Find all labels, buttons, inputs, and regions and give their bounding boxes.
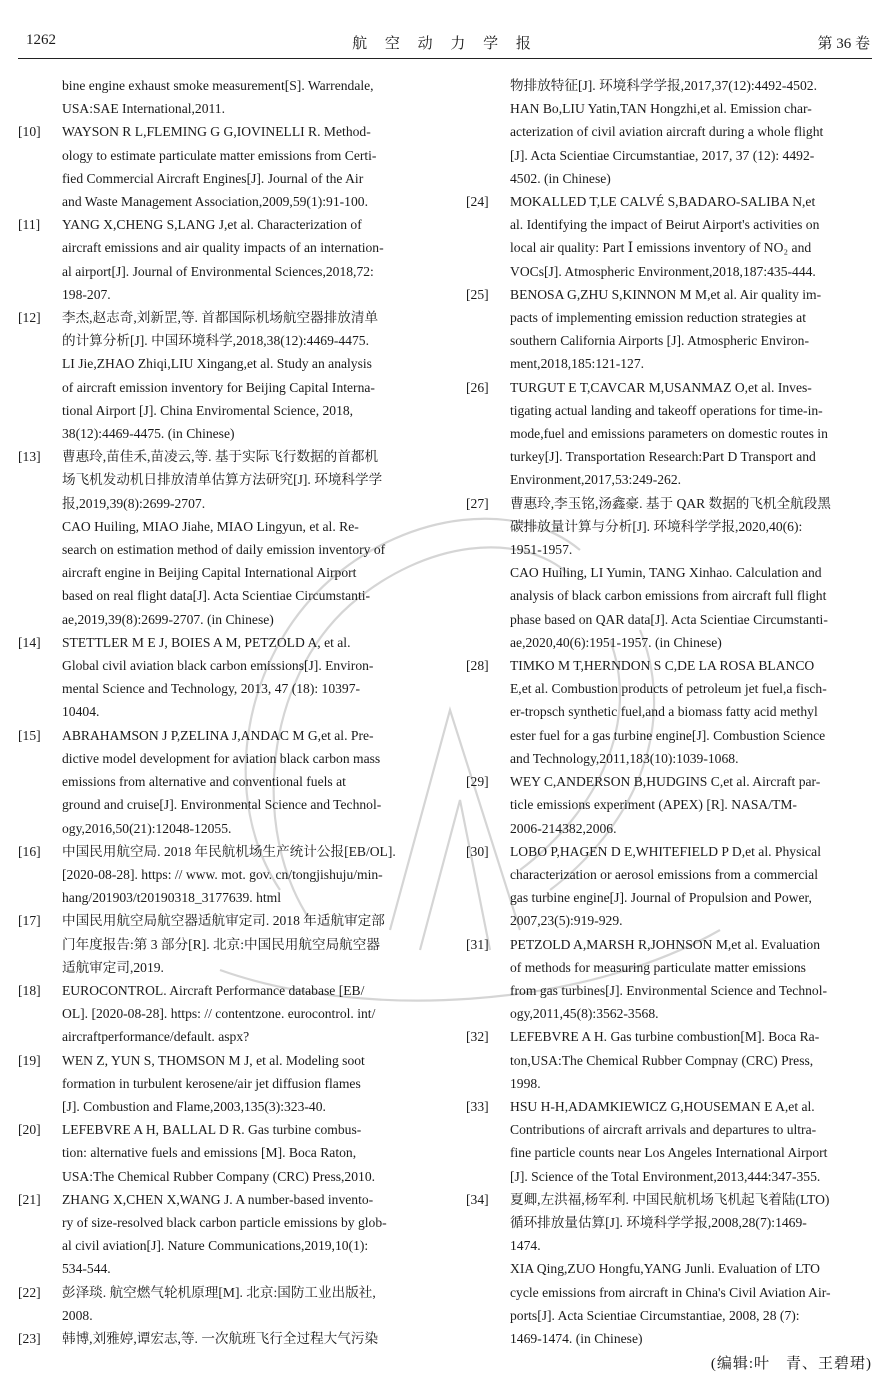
ref-line: 1474. — [510, 1238, 541, 1254]
ref-line: cycle emissions from aircraft in China's Civil Aviation Air- — [510, 1284, 831, 1300]
ref-line: al. Identifying the impact of Beirut Airport's activities on — [510, 217, 820, 233]
ref-line: HSU H-H,ADAMKIEWICZ G,HOUSEMAN E A,et al. — [510, 1098, 815, 1114]
reference-entry — [18, 120, 428, 213]
ref-line: mode,fuel and emissions parameters on domestic routes in — [510, 426, 828, 442]
ref-line: [J]. Science of the Total Environment,2013,444:347-355. — [510, 1168, 821, 1184]
reference-entry — [18, 306, 428, 445]
reference-entry — [466, 1188, 874, 1350]
reference-entry — [18, 213, 428, 306]
reference-number: [17] — [18, 913, 41, 929]
reference-number: [23] — [18, 1330, 41, 1346]
reference-entry — [466, 376, 874, 492]
reference-entry — [18, 631, 428, 724]
ref-line: CAO Huiling, MIAO Jiahe, MIAO Lingyun, et al. Re- — [62, 518, 359, 534]
ref-line: 碳排放量计算与分析[J]. 环境科学学报,2020,40(6): — [510, 518, 803, 534]
ref-line: local air quality: Part Ⅰ emissions inventory of NO₂ and — [510, 240, 812, 256]
ref-line: and Waste Management Association,2009,59(1):91-100. — [62, 194, 368, 210]
ref-line: 198-207. — [62, 286, 111, 302]
ref-line: PETZOLD A,MARSH R,JOHNSON M,et al. Evaluation — [510, 936, 821, 952]
ref-line: phase based on QAR data[J]. Acta Scientiae Circumstanti- — [510, 611, 828, 627]
ref-line: CAO Huiling, LI Yumin, TANG Xinhao. Calculation and — [510, 565, 822, 581]
ref-line: 1998. — [510, 1075, 541, 1091]
ref-line: ment,2018,185:121-127. — [510, 356, 645, 372]
reference-number: [30] — [466, 843, 489, 859]
ref-line: Global civil aviation black carbon emissions[J]. Environ- — [62, 658, 374, 674]
ref-line: 中国民用航空局. 2018 年民航机场生产统计公报[EB/OL]. — [62, 843, 396, 859]
ref-line: turkey[J]. Transportation Research:Part D Transport and — [510, 449, 816, 465]
reference-entry — [466, 283, 874, 376]
ref-line: LEFEBVRE A H. Gas turbine combustion[M]. Boca Ra- — [510, 1029, 820, 1045]
ref-line: HAN Bo,LIU Yatin,TAN Hongzhi,et al. Emission char- — [510, 101, 812, 117]
ref-line: STETTLER M E J, BOIES A M, PETZOLD A, et al. — [62, 634, 351, 650]
reference-number: [14] — [18, 634, 41, 650]
ref-line: 报,2019,39(8):2699-2707. — [62, 495, 206, 511]
ref-line: TURGUT E T,CAVCAR M,USANMAZ O,et al. Inves- — [510, 379, 812, 395]
reference-number: [20] — [18, 1122, 41, 1138]
ref-line: 曹惠玲,苗佳禾,苗凌云,等. 基于实际飞行数据的首都机 — [62, 449, 379, 465]
ref-line: analysis of black carbon emissions from aircraft full flight — [510, 588, 827, 604]
ref-line: 2006-214382,2006. — [510, 820, 617, 836]
reference-number: [28] — [466, 658, 489, 674]
ref-line: WEN Z, YUN S, THOMSON M J, et al. Modeling soot — [62, 1052, 365, 1068]
ref-line: bine engine exhaust smoke measurement[S]. Warrendale, — [62, 78, 374, 93]
ref-line: Contributions of aircraft arrivals and departures to ultra- — [510, 1122, 817, 1138]
reference-entry — [466, 933, 874, 1026]
reference-number: [13] — [18, 449, 41, 465]
reference-number: [29] — [466, 774, 489, 790]
ref-line: XIA Qing,ZUO Hongfu,YANG Junli. Evaluation of LTO — [510, 1261, 820, 1277]
ref-line: of methods for measuring particulate matter emissions — [510, 959, 806, 975]
ref-line: 夏卿,左洪福,杨军利. 中国民航机场飞机起飞着陆(LTO) — [510, 1191, 830, 1207]
ref-line: ology to estimate particulate matter emissions from Certi- — [62, 147, 377, 163]
ref-line: ground and cruise[J]. Environmental Science and Technol- — [62, 797, 382, 813]
ref-line: from gas turbines[J]. Environmental Science and Technol- — [510, 982, 828, 998]
ref-line: dictive model development for aviation black carbon mass — [62, 750, 381, 766]
reference-entry — [18, 1118, 428, 1188]
ref-line: 中国民用航空局航空器适航审定司. 2018 年适航审定部 — [62, 913, 385, 929]
ref-line: aircraft engine in Beijing Capital International Airport — [62, 565, 357, 581]
journal-title: 航 空 动 力 学 报 — [352, 36, 538, 52]
ref-line: aircraftperformance/default. aspx? — [62, 1029, 250, 1045]
reference-number: [16] — [18, 843, 41, 859]
ref-line: 曹惠玲,李玉铭,汤鑫豪. 基于 QAR 数据的飞机全航段黑 — [510, 495, 831, 511]
ref-line: [2020-08-28]. https: // www. mot. gov. cn/tongjishuju/min- — [62, 866, 383, 882]
ref-line: MOKALLED T,LE CALVÉ S,BADARO-SALIBA N,et — [510, 194, 816, 210]
reference-entry — [466, 840, 874, 933]
ref-line: EUROCONTROL. Aircraft Performance database [EB/ — [62, 982, 365, 998]
ref-line: pacts of implementing emission reduction strategies at — [510, 310, 806, 326]
ref-line: mental Science and Technology, 2013, 47 (18): 10397- — [62, 681, 361, 697]
ref-line: Environment,2017,53:249-262. — [510, 472, 682, 488]
ref-line: 4502. (in Chinese) — [510, 170, 611, 186]
ref-line: E,et al. Combustion products of petroleum jet fuel,a fisch- — [510, 681, 827, 697]
ref-line: hang/201903/t20190318_3177639. html — [62, 890, 282, 906]
ref-line: 2008. — [62, 1307, 93, 1323]
reference-entry — [18, 1281, 428, 1327]
reference-number: [15] — [18, 727, 41, 743]
editor-note: (编辑:叶 青、王碧珺) — [710, 1356, 872, 1372]
reference-number: [24] — [466, 194, 489, 210]
ref-line: ry of size-resolved black carbon particle emissions by glob- — [62, 1214, 387, 1230]
ref-line: emissions from alternative and conventional fuels at — [62, 774, 346, 790]
ref-line: 门年度报告:第 3 部分[R]. 北京:中国民用航空局航空器 — [62, 936, 380, 952]
ref-line: gas turbine engine[J]. Journal of Propulsion and Power, — [510, 890, 812, 906]
reference-number: [21] — [18, 1191, 41, 1207]
ref-line: formation in turbulent kerosene/air jet diffusion flames — [62, 1075, 361, 1091]
ref-line: acterization of civil aviation aircraft during a whole flight — [510, 124, 824, 140]
ref-line: al airport[J]. Journal of Environmental Sciences,2018,72: — [62, 263, 374, 279]
reference-number: [31] — [466, 936, 489, 952]
reference-entry — [466, 1025, 874, 1095]
left-column — [18, 74, 428, 1350]
ref-line: 彭泽琰. 航空燃气轮机原理[M]. 北京:国防工业出版社, — [62, 1284, 376, 1300]
ref-line: ae,2020,40(6):1951-1957. (in Chinese) — [510, 634, 722, 650]
ref-line: 循环排放量估算[J]. 环境科学学报,2008,28(7):1469- — [510, 1214, 807, 1230]
ref-line: LOBO P,HAGEN D E,WHITEFIELD P D,et al. Physical — [510, 843, 821, 859]
ref-line: ogy,2016,50(21):12048-12055. — [62, 820, 232, 836]
ref-line: 2007,23(5):919-929. — [510, 913, 623, 929]
reference-entry — [466, 654, 874, 770]
ref-line: based on real flight data[J]. Acta Scientiae Circumstanti- — [62, 588, 371, 604]
ref-line: 10404. — [62, 704, 100, 720]
ref-line: search on estimation method of daily emission inventory of — [62, 542, 386, 558]
ref-line: LI Jie,ZHAO Zhiqi,LIU Xingang,et al. Study an analysis — [62, 356, 372, 372]
ref-line: ester fuel for a gas turbine engine[J]. Combustion Science — [510, 727, 826, 743]
reference-number: [33] — [466, 1098, 489, 1114]
ref-line: USA:The Chemical Rubber Company (CRC) Press,2010. — [62, 1168, 376, 1184]
ref-line: southern California Airports [J]. Atmospheric Environ- — [510, 333, 810, 349]
ref-line: [J]. Acta Scientiae Circumstantiae, 2017, 37 (12): 4492- — [510, 147, 815, 163]
ref-line: fine particle counts near Los Angeles International Airport — [510, 1145, 828, 1161]
ref-line: tion: alternative fuels and emissions [M]. Boca Raton, — [62, 1145, 357, 1161]
ref-line: BENOSA G,ZHU S,KINNON M M,et al. Air quality im- — [510, 286, 822, 302]
reference-number: [27] — [466, 495, 489, 511]
ref-line: OL]. [2020-08-28]. https: // contentzone. eurocontrol. int/ — [62, 1006, 376, 1022]
volume-label: 第 36 卷 — [817, 36, 870, 52]
reference-number: [18] — [18, 982, 41, 998]
ref-line: 1469-1474. (in Chinese) — [510, 1330, 643, 1346]
ref-line: ogy,2011,45(8):3562-3568. — [510, 1006, 659, 1022]
ref-line: VOCs[J]. Atmospheric Environment,2018,187:435-444. — [510, 263, 816, 279]
ref-line: 的计算分析[J]. 中国环境科学,2018,38(12):4469-4475. — [62, 333, 369, 349]
reference-number: [12] — [18, 310, 41, 326]
ref-line: WEY C,ANDERSON B,HUDGINS C,et al. Aircraft par- — [510, 774, 821, 790]
ref-line: aircraft emissions and air quality impacts of an internation- — [62, 240, 384, 256]
page-number: 1262 — [26, 32, 56, 48]
ref-line: LEFEBVRE A H, BALLAL D R. Gas turbine combus- — [62, 1122, 362, 1138]
ref-line: USA:SAE International,2011. — [62, 101, 225, 117]
ref-line: al civil aviation[J]. Nature Communications,2019,10(1): — [62, 1238, 369, 1254]
continued-reference — [18, 74, 428, 120]
ref-line: of aircraft emission inventory for Beijing Capital Interna- — [62, 379, 375, 395]
ref-line: er-tropsch synthetic fuel,and a biomass fatty acid methyl — [510, 704, 818, 720]
reference-number: [22] — [18, 1284, 41, 1300]
ref-line: tional Airport [J]. China Enviromental Science, 2018, — [62, 402, 354, 418]
ref-line: 38(12):4469-4475. (in Chinese) — [62, 426, 235, 442]
running-header — [18, 28, 872, 59]
reference-number: [10] — [18, 124, 41, 140]
reference-entry — [18, 909, 428, 979]
ref-line: and Technology,2011,183(10):1039-1068. — [510, 750, 739, 766]
ref-line: YANG X,CHENG S,LANG J,et al. Characterization of — [62, 217, 362, 233]
reference-entry — [18, 1049, 428, 1119]
reference-entry — [466, 190, 874, 283]
ref-line: 物排放特征[J]. 环境科学学报,2017,37(12):4492-4502. — [510, 78, 817, 93]
ref-line: 场飞机发动机日排放清单估算方法研究[J]. 环境科学学 — [62, 472, 383, 488]
ref-line: characterization or aerosol emissions from a commercial — [510, 866, 818, 882]
ref-line: fied Commercial Aircraft Engines[J]. Journal of the Air — [62, 170, 364, 186]
reference-number: [26] — [466, 379, 489, 395]
reference-number: [32] — [466, 1029, 489, 1045]
ref-line: ports[J]. Acta Scientiae Circumstantiae, 2008, 28 (7): — [510, 1307, 800, 1323]
reference-entry — [18, 1188, 428, 1281]
ref-line: 534-544. — [62, 1261, 111, 1277]
ref-line: 韩博,刘雅婷,谭宏志,等. 一次航班飞行全过程大气污染 — [62, 1330, 379, 1346]
ref-line: ae,2019,39(8):2699-2707. (in Chinese) — [62, 611, 274, 627]
reference-entry — [18, 724, 428, 840]
reference-entry — [18, 840, 428, 910]
ref-line: 适航审定司,2019. — [62, 959, 164, 975]
ref-line: ticle emissions experiment (APEX) [R]. NASA/TM- — [510, 797, 797, 813]
reference-entry — [18, 1327, 428, 1350]
ref-line: 李杰,赵志奇,刘新罡,等. 首都国际机场航空器排放清单 — [62, 310, 379, 326]
ref-line: WAYSON R L,FLEMING G G,IOVINELLI R. Method- — [62, 124, 371, 140]
reference-number: [19] — [18, 1052, 41, 1068]
continued-reference — [466, 74, 874, 190]
ref-line: ZHANG X,CHEN X,WANG J. A number-based invento- — [62, 1191, 374, 1207]
reference-entry — [466, 492, 874, 654]
ref-line: TIMKO M T,HERNDON S C,DE LA ROSA BLANCO — [510, 658, 815, 674]
reference-entry — [466, 1095, 874, 1188]
reference-entry — [466, 770, 874, 840]
ref-line: 1951-1957. — [510, 542, 573, 558]
ref-line: [J]. Combustion and Flame,2003,135(3):323-40. — [62, 1098, 326, 1114]
reference-entry — [18, 979, 428, 1049]
reference-entry — [18, 445, 428, 631]
reference-number: [11] — [18, 217, 41, 233]
ref-line: tigating actual landing and takeoff operations for time-in- — [510, 402, 823, 418]
reference-number: [25] — [466, 286, 489, 302]
reference-number: [34] — [466, 1191, 489, 1207]
ref-line: ABRAHAMSON J P,ZELINA J,ANDAC M G,et al. Pre- — [62, 727, 374, 743]
right-column — [466, 74, 874, 1350]
ref-line: ton,USA:The Chemical Rubber Compnay (CRC) Press, — [510, 1052, 814, 1068]
